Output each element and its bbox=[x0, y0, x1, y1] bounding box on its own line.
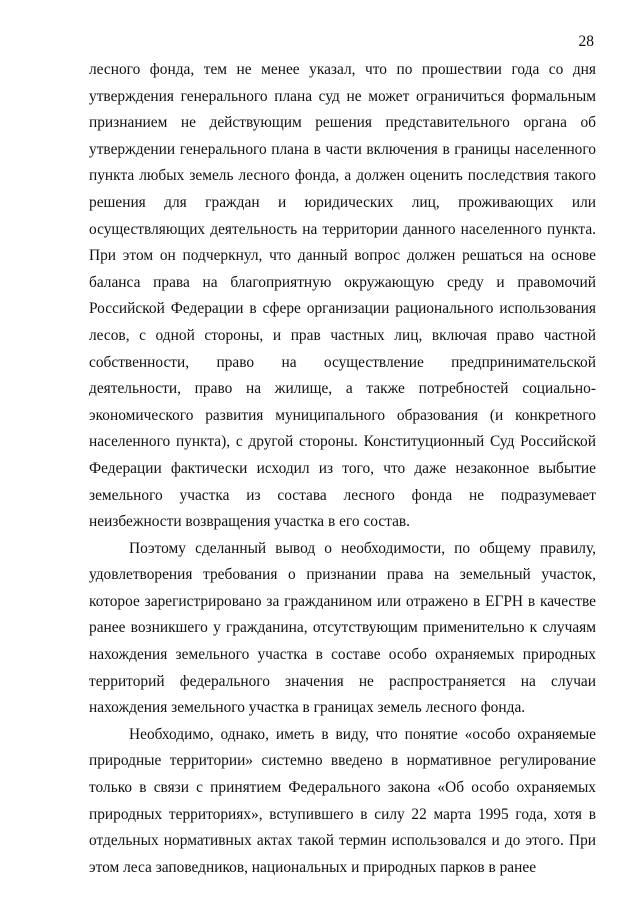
body-text bbox=[89, 57, 596, 881]
paragraph-conclusion: Поэтому сделанный вывод о необходимости, по общему правилу, удовлетворения требования о признании права на земельный участок, которое зарегистрировано за гражданином или отражено в ЕГРН в качестве ранее возникшего у гражданина, отсутствующим применительно к случаям нахождения земельного участка в составе особо охраняемых природных территорий федерального значения не распространяется на случаи нахождения земельного участка в границах земель лесного фонда. bbox=[89, 539, 596, 717]
paragraph-continuation: лесного фонда, тем не менее указал, что по прошествии года со дня утверждения генерального плана суд не может ограничиться формальным признанием не действующим решения представительного органа об утверждении генерального плана в части включения в границы населенного пункта любых земель лесного фонда, а должен оценить последствия такого решения для граждан и юридических лиц, проживающих или осуществляющих деятельность на территории данного населенного пункта. При этом он подчеркнул, что данный вопрос должен решаться на основе баланса права на благоприятную окружающую среду и правомочий Российской Федерации в сфере организации рационального использования лесов, с одной стороны, и прав частных лиц, включая право частной собственности, право на осуществление предпринимательской деятельности, право на жилище, а также потребностей социально-экономического развития муниципального образования (и конкретного населенного пункта), с другой стороны. Конституционный Суд Российской Федерации фактически исходил из того, что даже незаконное выбытие земельного участка из состава лесного фонда не подразумевает неизбежности возвращения участка в его состав. bbox=[89, 61, 596, 531]
paragraph-protected-territories: Необходимо, однако, иметь в виду, что понятие «особо охраняемые природные территории» системно введено в нормативное регулирование только в связи с принятием Федерального закона «Об особо охраняемых природных территориях», вступившего в силу 22 марта 1995 года, хотя в отдельных нормативных актах такой термин использовался и до этого. При этом леса заповедников, национальных и природных парков в ранее bbox=[89, 725, 596, 876]
page-number: 28 bbox=[578, 33, 594, 50]
